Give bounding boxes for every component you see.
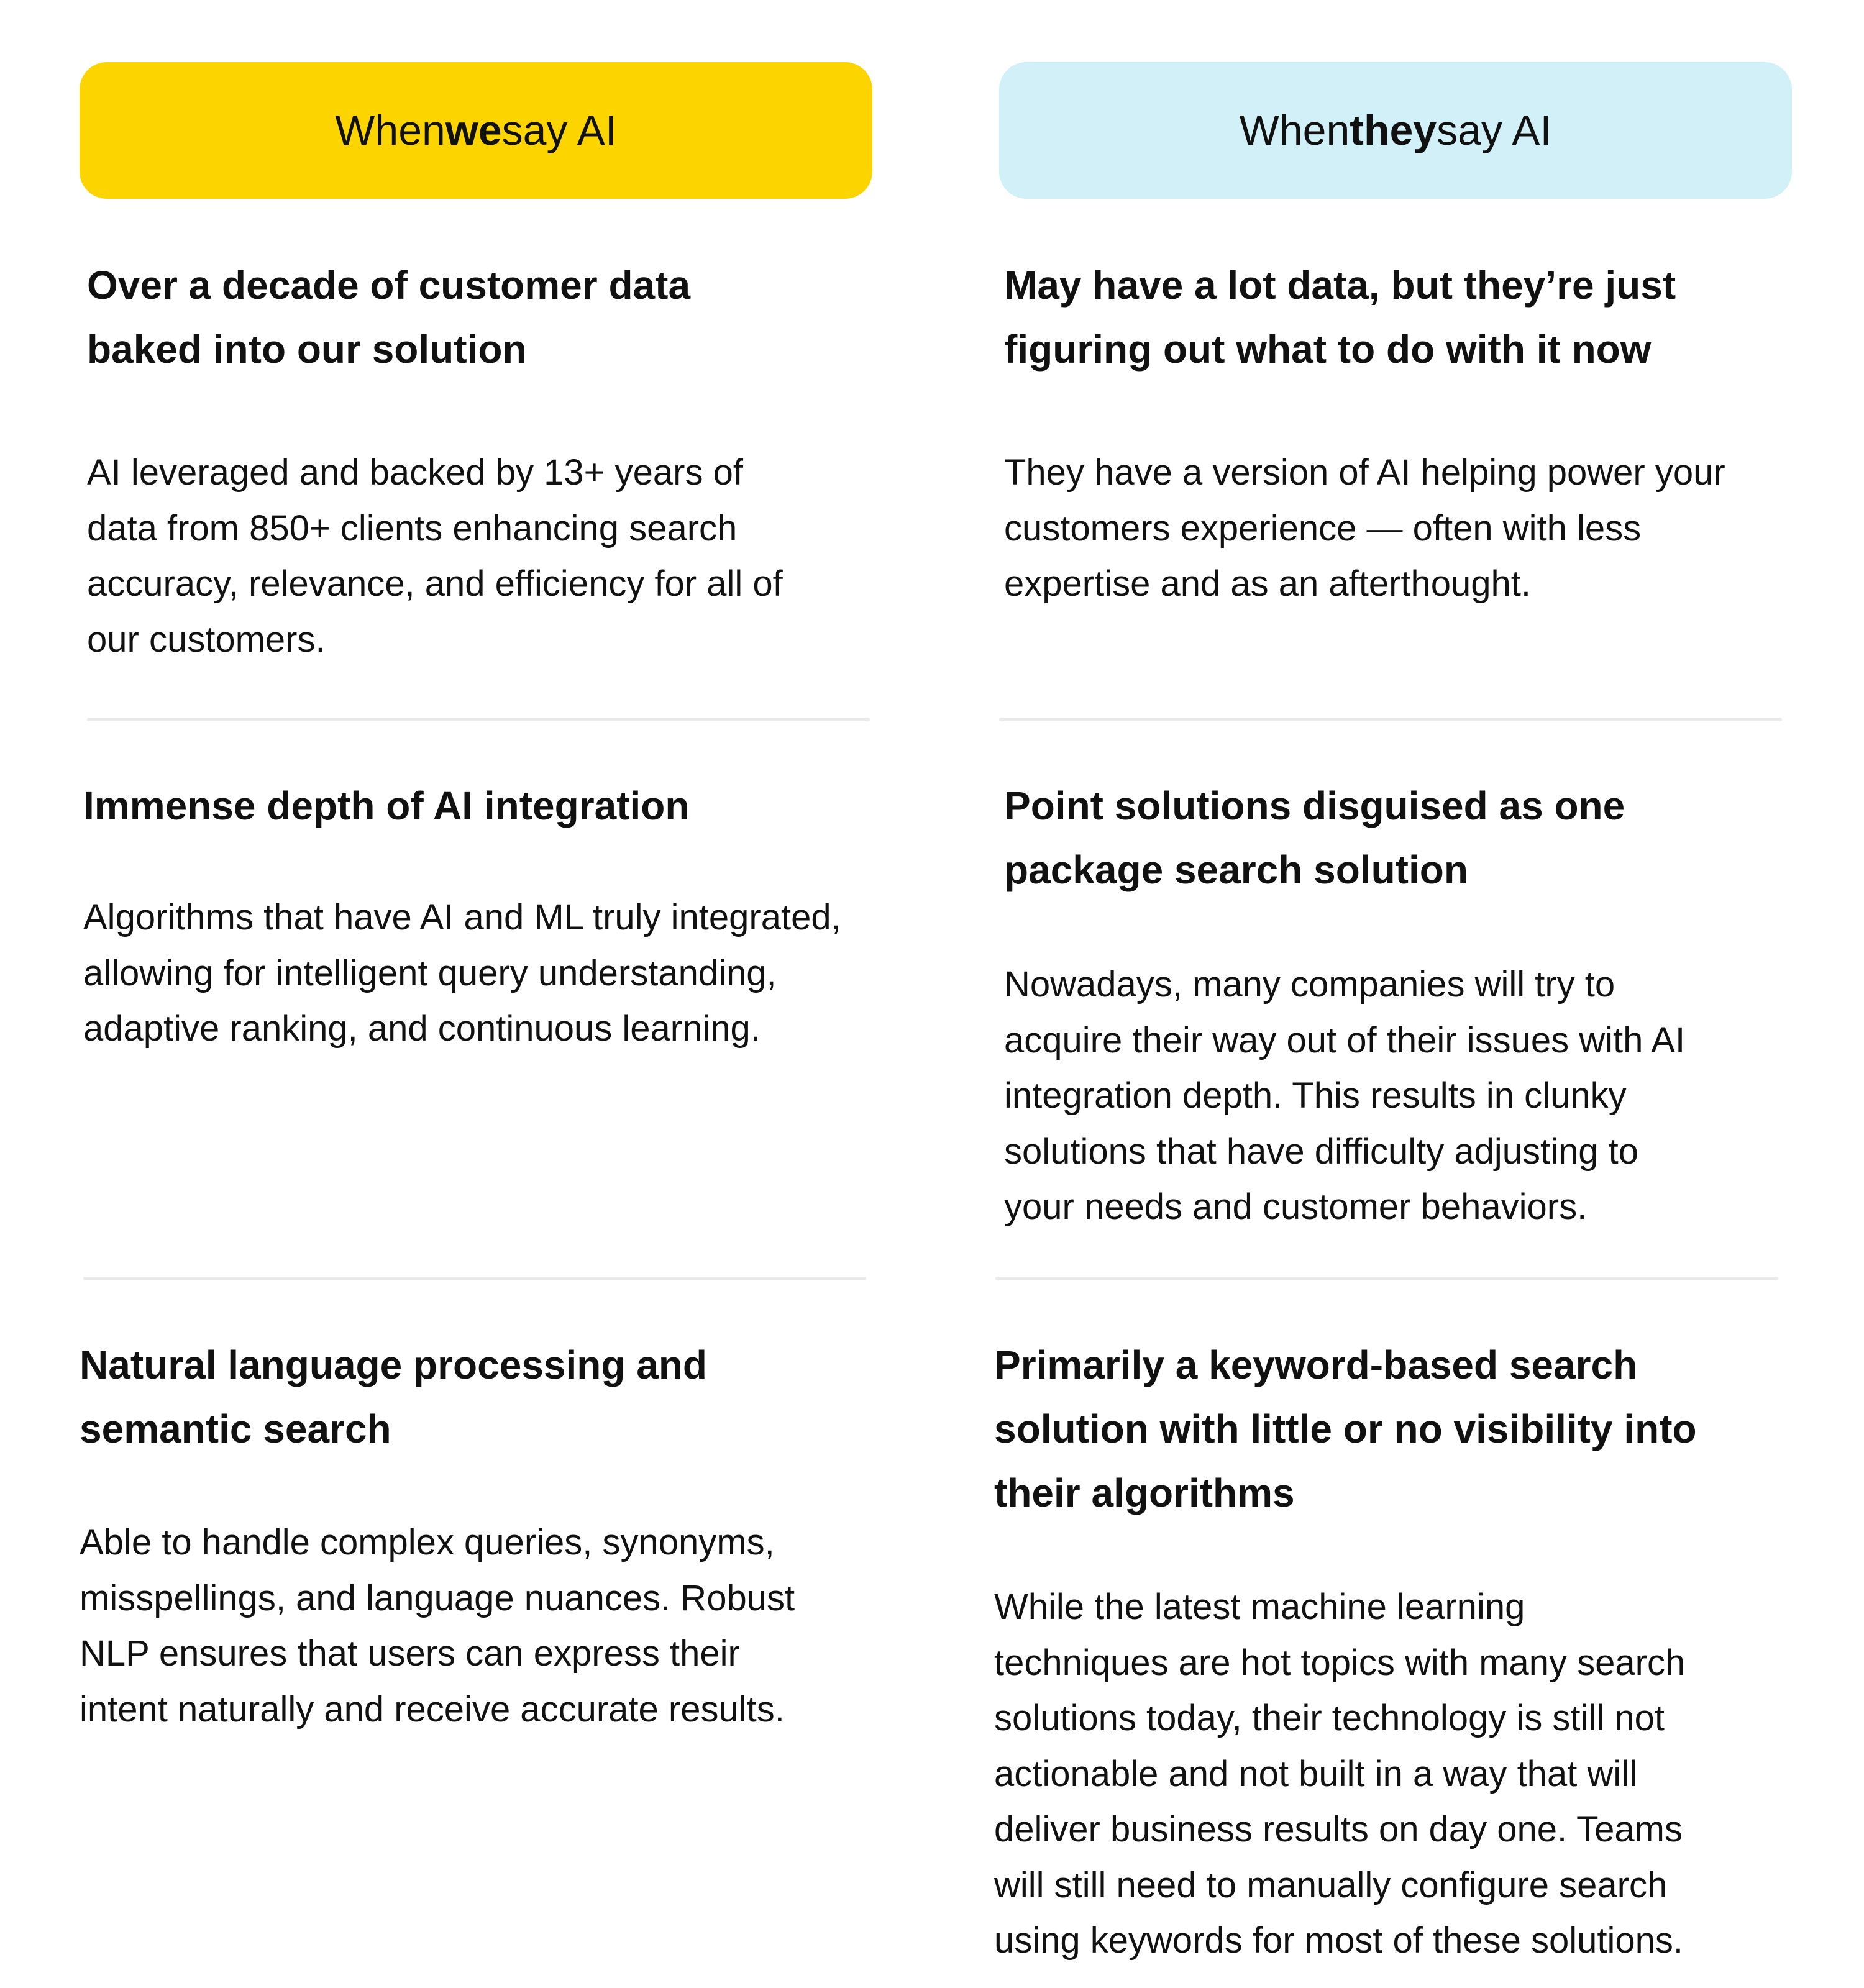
row1-right-divider <box>999 718 1782 721</box>
header-emphasis: they <box>1350 107 1437 154</box>
row1-left-divider <box>87 718 870 721</box>
row3-right-heading: Primarily a keyword-based search solution with little or no visibility into their algorithms <box>994 1343 1697 1515</box>
row3-right-body: While the latest machine learning techniques are hot topics with many search solutions today, their technology is still not actionable and not built in a way that will deliver business results on day one. Teams will still need to manually configure search using keywords for most of these solutions. <box>994 1587 1686 1961</box>
row1-right-body: They have a version of AI helping power your customers experience — often with less expertise and as an afterthought. <box>1004 452 1725 604</box>
row2-left-body: Algorithms that have AI and ML truly integrated, allowing for intelligent query understanding, adaptive ranking, and continuous learning. <box>83 897 841 1049</box>
header-emphasis: we <box>445 107 502 154</box>
row2-left-divider <box>83 1277 866 1280</box>
header-suffix: say AI <box>1437 107 1552 154</box>
row1-left-body: AI leveraged and backed by 13+ years of data from 850+ clients enhancing search accuracy, relevance, and efficiency for all of our customers. <box>87 452 783 660</box>
row2-right-divider <box>995 1277 1778 1280</box>
header-suffix: say AI <box>501 107 617 154</box>
row2-left-heading: Immense depth of AI integration <box>83 783 690 828</box>
row2-right-heading: Point solutions disguised as one package search solution <box>1004 783 1625 892</box>
row3-left-heading: Natural language processing and semantic search <box>80 1343 707 1451</box>
header-prefix: When <box>335 107 445 154</box>
row2-right-body: Nowadays, many companies will try to acquire their way out of their issues with AI integration depth. This results in clunky solutions that have difficulty adjusting to your needs and customer behaviors. <box>1004 964 1686 1227</box>
header-prefix: When <box>1239 107 1350 154</box>
row1-right-heading: May have a lot data, but they’re just figuring out what to do with it now <box>1004 263 1676 372</box>
row1-left-heading: Over a decade of customer data baked into our solution <box>87 263 691 372</box>
header-they-say-ai <box>999 62 1792 199</box>
header-we-say-ai <box>80 62 872 199</box>
row3-left-body: Able to handle complex queries, synonyms, misspellings, and language nuances. Robust NLP ensures that users can express their intent naturally and receive accurate results. <box>80 1522 795 1730</box>
